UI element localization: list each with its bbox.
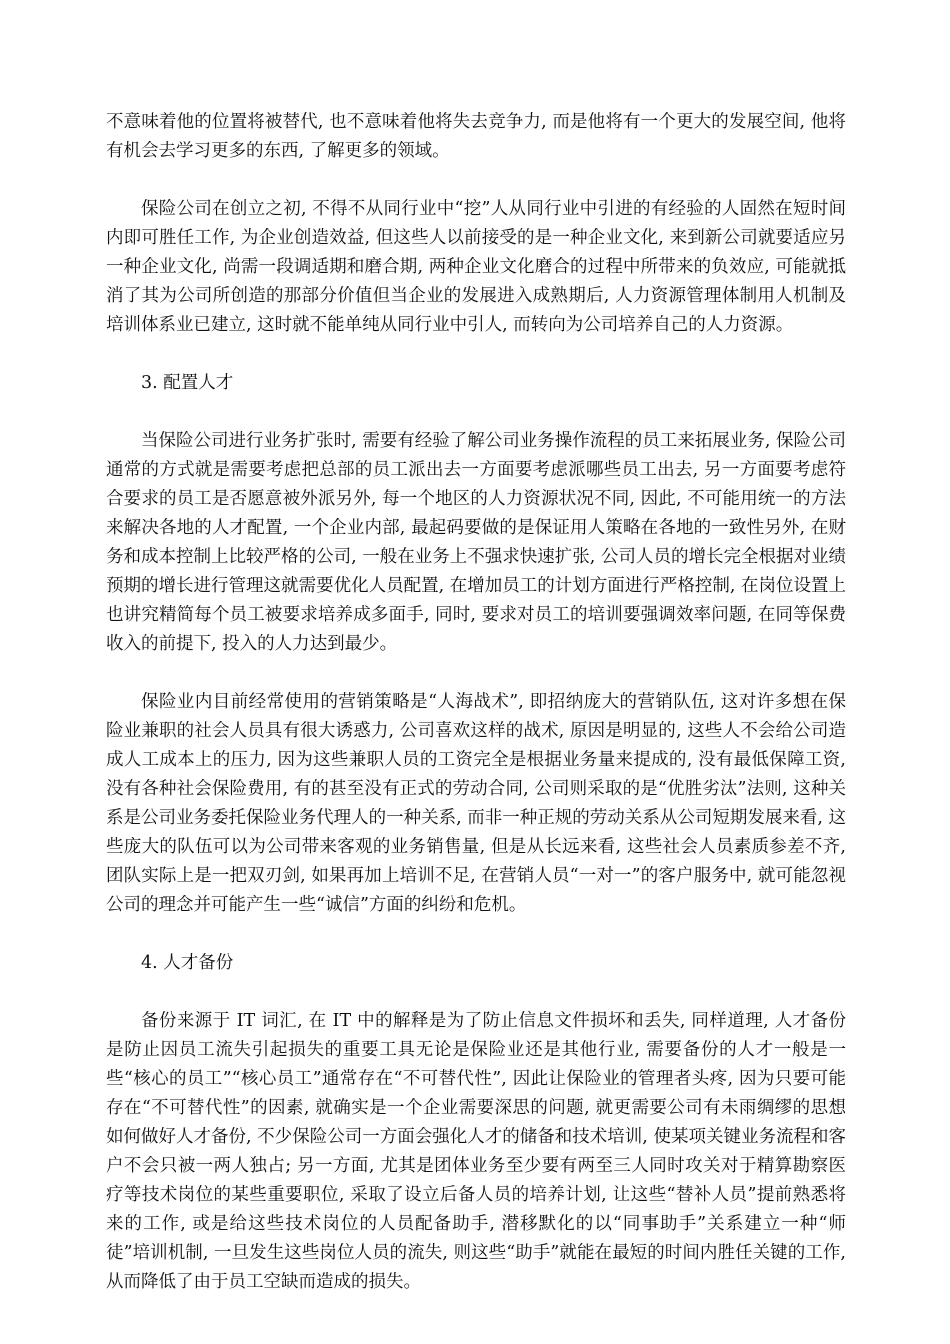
section-heading-allocate-talent: 3. 配置人才: [141, 373, 234, 393]
paragraph-business-expansion: 当保险公司进行业务扩张时, 需要有经验了解公司业务操作流程的员工来拓展业务, 保险公司通常的方式就是需要考虑把总部的员工派出去一方面要考虑派哪些员工出去, 另一方面要考虑符合要求的员工是否愿意被外派另外, 每一个地区的人力资源状况不同, 因此, 不可能用统一的方法来解决各地的人才配置, 一个企业内部, 最起码要做的是保证用人策略在各地的一致性另外, 在财务和成本控制上比较严格的公司, 一般在业务上不强求快速扩张, 公司人员的增长完全根据对业绩预期的增长进行管理这就需要优化人员配置, 在增加员工的计划方面进行严格控制, 在岗位设置上也讲究精简每个员工被要求培养成多面手, 同时, 要求对员工的培训要强调效率问题, 在同等保费收入的前提下, 投入的人力达到最少。: [106, 431, 846, 654]
paragraph-backup-explanation: 备份来源于 IT 词汇, 在 IT 中的解释是为了防止信息文件损坏和丢失, 同样道理, 人才备份是防止因员工流失引起损失的重要工具无论是保险业还是其他行业, 需要备份的人才一般是一些“核心的员工”“核心员工”通常存在“不可替代性”, 因此让保险业的管理者头疼, 因为只要可能存在“不可替代性”的因素, 就确实是一个企业需要深思的问题, 就更需要公司有未雨绸缪的思想如何做好人才备份, 不少保险公司一方面会强化人才的储备和技术培训, 使某项关键业务流程和客户不会只被一两人独占; 另一方面, 尤其是团体业务至少要有两至三人同时攻关对于精算勘察医疗等技术岗位的某些重要职位, 采取了设立后备人员的培养计划, 让这些“替补人员”提前熟悉将来的工作, 或是给这些技术岗位的人员配备助手, 潜移默化的以“同事助手”关系建立一种“师徒”培训机制, 一旦发生这些岗位人员的流失, 则这些“助手”就能在最短的时间内胜任关键的工作, 从而降低了由于员工空缺而造成的损失。: [106, 1011, 846, 1292]
paragraph-recruiting-from-industry: 保险公司在创立之初, 不得不从同行业中“挖”人从同行业中引进的有经验的人固然在短时间内即可胜任工作, 为企业创造效益, 但这些人以前接受的是一种企业文化, 来到新公司就要适应另一种企业文化, 尚需一段调适期和磨合期, 两种企业文化磨合的过程中所带来的负效应, 可能就抵消了其为公司所创造的那部分价值但当企业的发展进入成熟期后, 人力资源管理体制用人机制及培训体系业已建立, 这时就不能单纯从同行业中引人, 而转向为公司培养自己的人力资源。: [106, 199, 846, 335]
paragraph-marketing-strategy: 保险业内目前经常使用的营销策略是“人海战术”, 即招纳庞大的营销队伍, 这对许多想在保险业兼职的社会人员具有很大诱惑力, 公司喜欢这样的战术, 原因是明显的, 这些人不会给公司造成人工成本上的压力, 因为这些兼职人员的工资完全是根据业务量来提成的, 没有最低保障工资, 没有各种社会保险费用, 有的甚至没有正式的劳动合同, 公司则采取的是“优胜劣汰”法则, 这种关系是公司业务委托保险业务代理人的一种关系, 而非一种正规的劳动关系从公司短期发展来看, 这些庞大的队伍可以为公司带来客观的业务销售量, 但是从长远来看, 这些社会人员素质参差不齐, 团队实际上是一把双刃剑, 如果再加上培训不足, 在营销人员“一对一”的客户服务中, 就可能忽视公司的理念并可能产生一些“诚信”方面的纠纷和危机。: [106, 692, 846, 915]
section-heading-talent-backup: 4. 人才备份: [141, 953, 234, 973]
paragraph-continuation: 不意味着他的位置将被替代, 也不意味着他将失去竞争力, 而是他将有一个更大的发展空间, 他将有机会去学习更多的东西, 了解更多的领域。: [106, 112, 846, 161]
document-page: [106, 108, 846, 1326]
